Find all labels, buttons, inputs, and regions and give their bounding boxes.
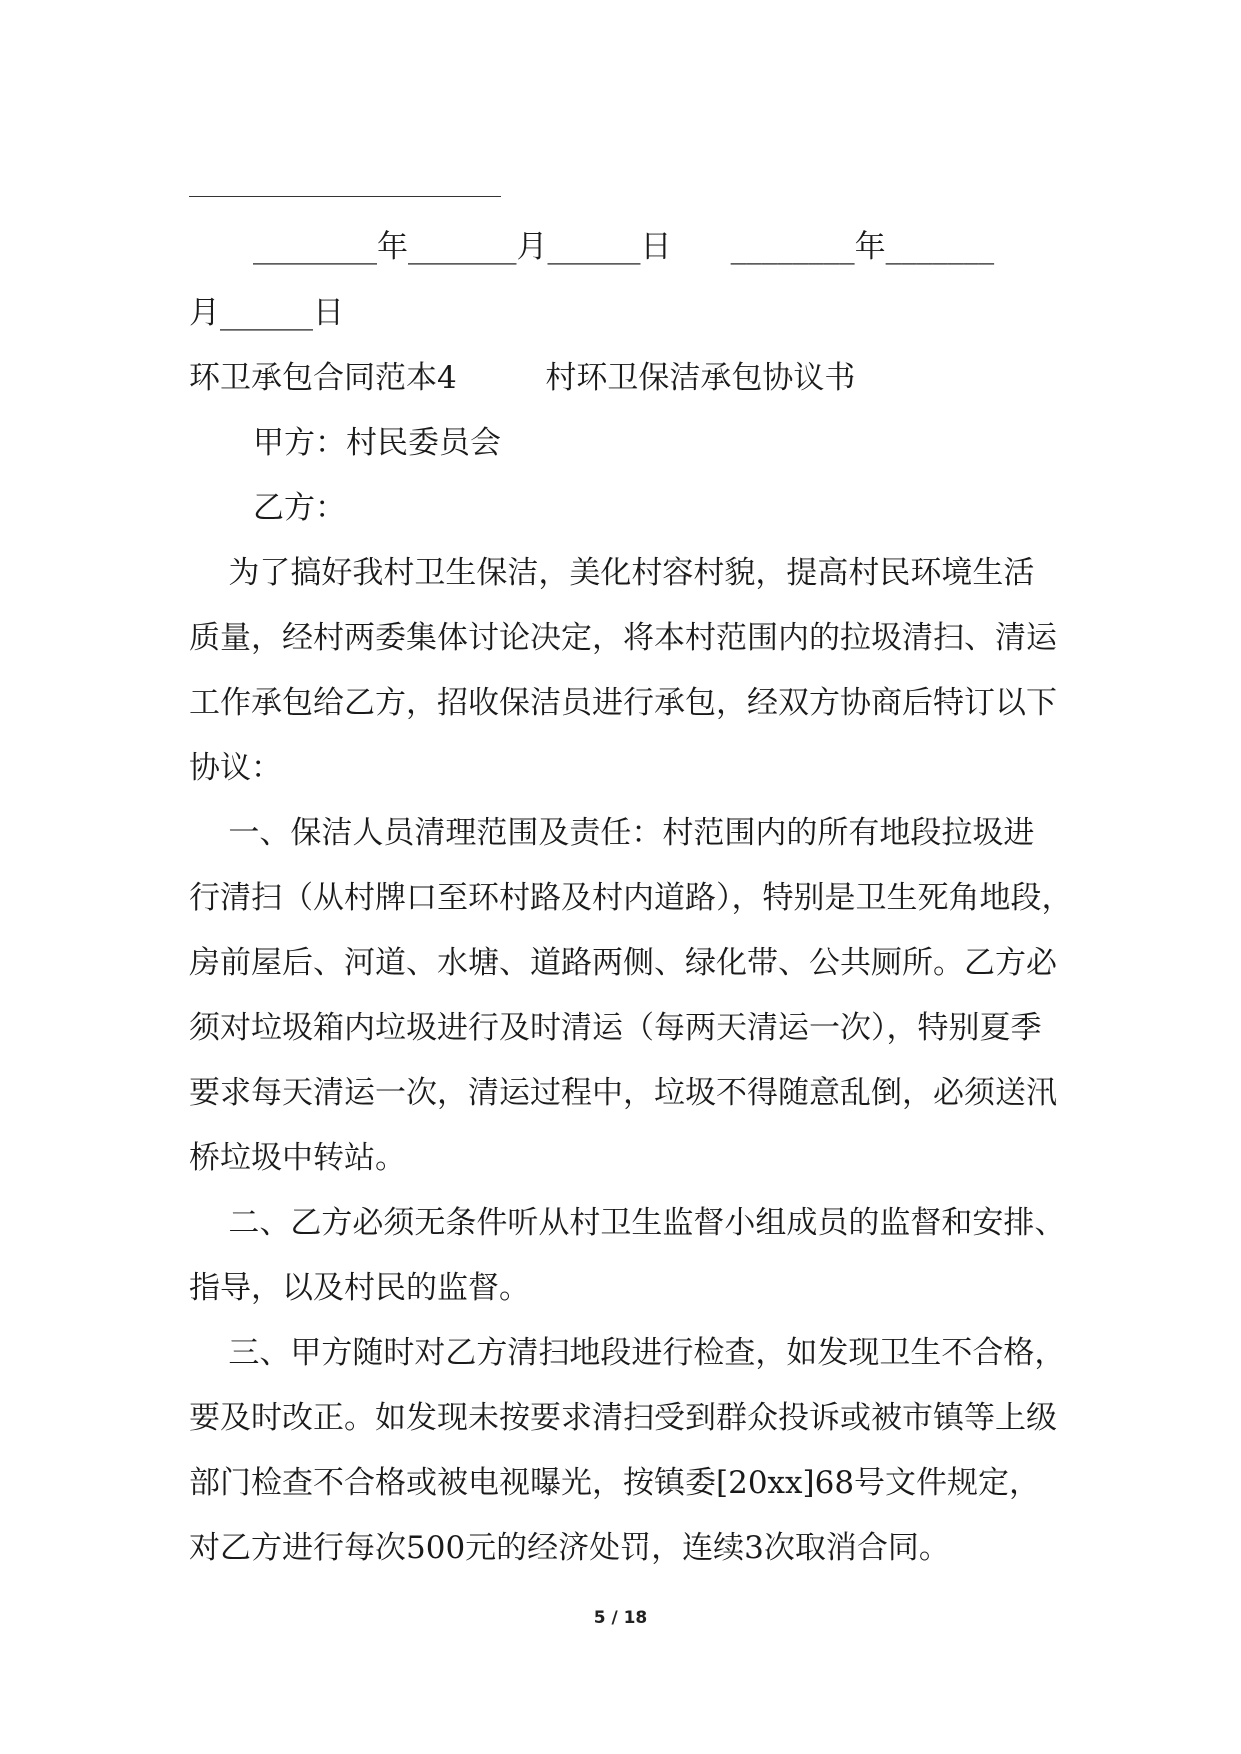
party-b: 乙方： bbox=[253, 490, 346, 526]
paragraph-clause-1 bbox=[189, 815, 1073, 1208]
text-line: 为了搞好我村卫生保洁，美化村容村貌，提高村民环境生活 bbox=[189, 555, 1035, 591]
page-number: 5 / 18 bbox=[593, 1608, 648, 1628]
text-line: 须对垃圾箱内垃圾进行及时清运（每两天清运一次），特别夏季 bbox=[189, 1010, 1042, 1046]
text-line: 二、乙方必须无条件听从村卫生监督小组成员的监督和安排、 bbox=[189, 1205, 1066, 1241]
date-line-continued: 月______日 bbox=[189, 295, 344, 331]
text-line: 房前屋后、河道、水塘、道路两侧、绿化带、公共厕所。乙方必 bbox=[189, 945, 1057, 981]
signature-line bbox=[189, 196, 501, 197]
text-line: 质量，经村两委集体讨论决定，将本村范围内的拉圾清扫、清运 bbox=[189, 620, 1057, 656]
section-title: 环卫承包合同范本4 村环卫保洁承包协议书 bbox=[189, 360, 856, 396]
text-line: 部门检查不合格或被电视曝光，按镇委[20xx]68号文件规定， bbox=[189, 1465, 1041, 1501]
text-line: 桥垃圾中转站。 bbox=[189, 1140, 406, 1176]
party-a: 甲方：村民委员会 bbox=[253, 425, 501, 461]
paragraph-intro bbox=[189, 555, 1069, 818]
text-line: 协议： bbox=[189, 750, 282, 786]
text-line: 对乙方进行每次500元的经济处罚，连续3次取消合同。 bbox=[189, 1530, 950, 1566]
paragraph-clause-2 bbox=[189, 1205, 1069, 1338]
text-line: 三、甲方随时对乙方清扫地段进行检查，如发现卫生不合格， bbox=[189, 1335, 1066, 1371]
text-line: 要及时改正。如发现未按要求清扫受到群众投诉或被市镇等上级 bbox=[189, 1400, 1057, 1436]
text-line: 行清扫（从村牌口至环村路及村内道路），特别是卫生死角地段， bbox=[189, 880, 1073, 916]
text-line: 要求每天清运一次，清运过程中，垃圾不得随意乱倒，必须送汛 bbox=[189, 1075, 1057, 1111]
date-line: ________年_______月______日 ________年_______ bbox=[253, 229, 995, 265]
paragraph-clause-3 bbox=[189, 1335, 1069, 1598]
text-line: 工作承包给乙方，招收保洁员进行承包，经双方协商后特订以下 bbox=[189, 685, 1057, 721]
text-line: 一、保洁人员清理范围及责任：村范围内的所有地段拉圾进 bbox=[189, 815, 1035, 851]
text-line: 指导，以及村民的监督。 bbox=[189, 1270, 530, 1306]
